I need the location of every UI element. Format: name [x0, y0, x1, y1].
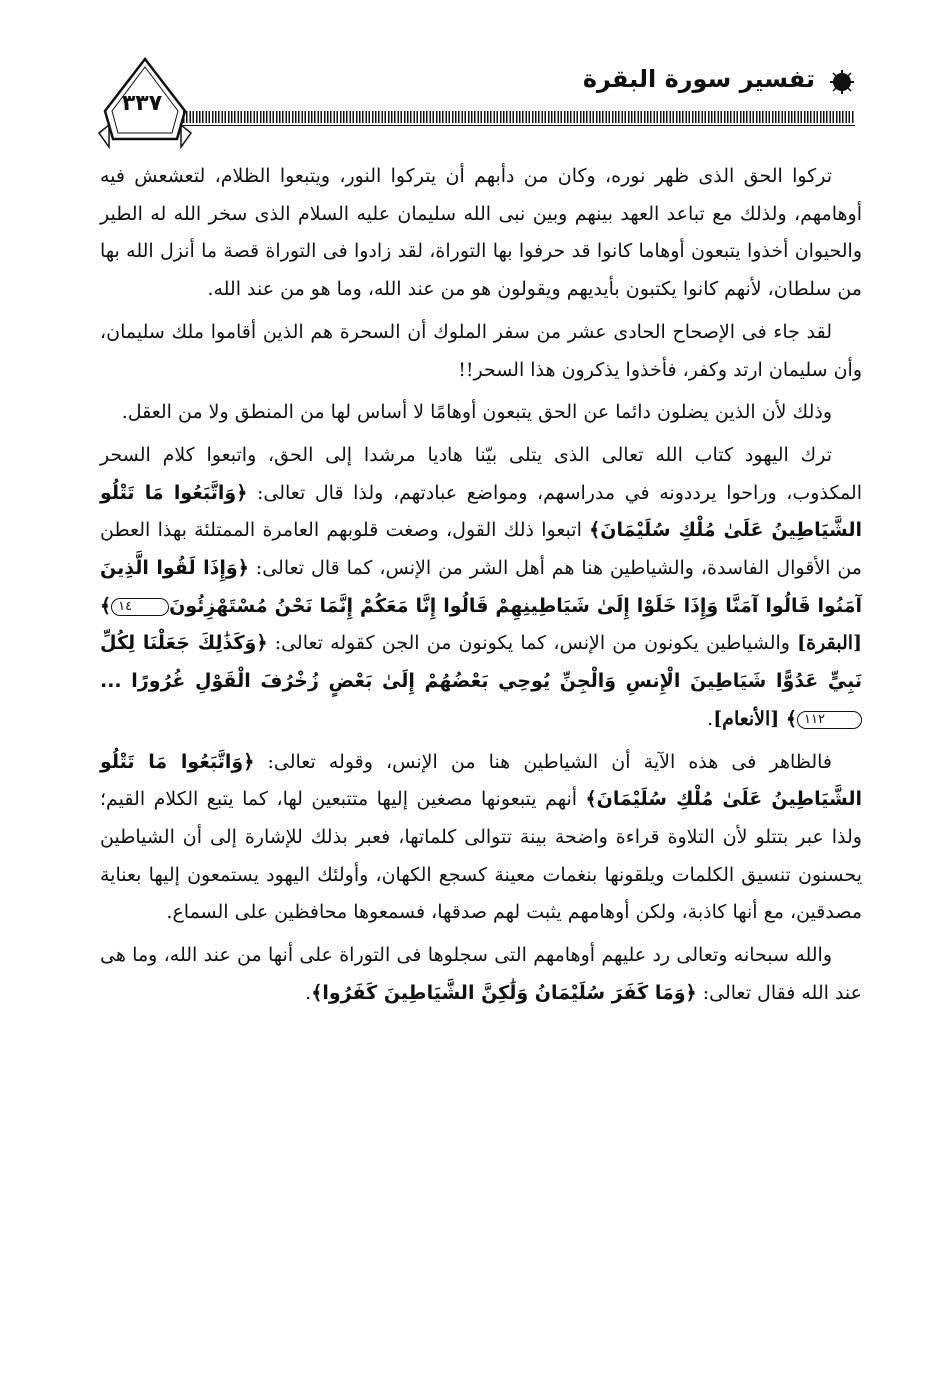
page-number-badge: [95, 55, 195, 150]
running-title: تفسير سورة البقرة: [582, 65, 815, 93]
body-text: [100, 158, 862, 1017]
text-run: أنهم يتبعونها مصغين إليها متتبعين لها، كما يتبع الكلام القيم؛ ولذا عبر بتتلو لأن التلاوة قراءة واضحة بينة تتوالى كلماتها، فعبر بذلك للإشارة إلى أن الشياطين يحسنون تنسيق الكلمات ويلقونها بنغمات معينة كسجع الكهان، وأولئك اليهود يستمعون إليها بعناية مصدقين، مع أنها كاذبة، ولكن أوهامهم يثبت لهم صدقها، فسمعوها محافظين على السماع.: [100, 788, 862, 924]
text-run: تركوا الحق الذى ظهر نوره، وكان من دأبهم أن يتركوا النور، ويتبعوا الظلام، لتعشعش فيه أوهامهم، ولذلك مع تباعد العهد بينهم وبين نبى الله سليمان عليه السلام الذى سخر الله له الطير والحيوان أخذوا يتبعون أوهاما كانوا قد حرفوا بها التوراة، لقد زادوا فى التوراة قصة ما أنزل الله بها من سلطان، لأنهم كانوا يكتبون بأيديهم ويقولون هو من عند الله، وما هو من عند الله.: [100, 165, 862, 301]
text-run: والشياطين يكونون من الإنس، كما يكونون من الجن كقوله تعالى:: [267, 632, 798, 655]
ayah-number: ١١٢: [797, 711, 862, 729]
header-rule: [183, 111, 855, 123]
page-number: ٣٣٧: [121, 91, 163, 116]
quran-verse: ﴿وَاتَّبَعُوا مَا تَتْلُو الشَّيَاطِينُ عَلَىٰ مُلْكِ سُلَيْمَانَ﴾: [100, 481, 862, 542]
paragraph: [100, 158, 862, 309]
paragraph: [100, 314, 862, 389]
paragraph: [100, 437, 862, 739]
text-run: لقد جاء فى الإصحاح الحادى عشر من سفر الملوك أن السحرة هم الذين أقاموا ملك سليمان، وأن سليمان ارتد وكفر، فأخذوا يذكرون هذا السحر!!: [100, 320, 862, 381]
quran-verse: ﴿وَاتَّبَعُوا مَا تَتْلُو الشَّيَاطِينُ عَلَىٰ مُلْكِ سُلَيْمَانَ﴾: [100, 750, 862, 811]
quran-verse: ﴿وَمَا كَفَرَ سُلَيْمَانُ وَلَٰكِنَّ الشَّيَاطِينَ كَفَرُوا﴾: [311, 981, 697, 1004]
surah-reference: [الأنعام]: [713, 707, 786, 730]
page-header: [95, 55, 855, 150]
text-run: .: [305, 981, 312, 1004]
text-run: وذلك لأن الذين يضلون دائما عن الحق يتبعون أوهامًا لا أساس لها من المنطق ولا من العقل.: [121, 401, 832, 424]
quran-verse: ﴿وَإِذَا لَقُوا الَّذِينَ آمَنُوا قَالُوا آمَنَّا وَإِذَا خَلَوْا إِلَىٰ شَيَاطِينِهِمْ قَالُوا إِنَّا مَعَكُمْ إِنَّمَا نَحْنُ مُسْتَهْزِئُونَ: [100, 557, 862, 617]
quran-verse: ﴾: [785, 707, 798, 730]
paragraph: [100, 744, 862, 933]
header-underline: [183, 125, 855, 126]
surah-reference: [البقرة]: [797, 632, 863, 655]
text-run: اتبعوا ذلك القول، وصغت قلوبهم العامرة الممتلئة بهذا العطن من الأقوال الفاسدة، والشياطين هنا هم أهل الشر من الإنس، كما قال تعالى:: [100, 519, 862, 580]
quran-verse: ﴿وَكَذَٰلِكَ جَعَلْنَا لِكُلِّ نَبِيٍّ عَدُوًّا شَيَاطِينَ الْإِنسِ وَالْجِنِّ يُوحِي بَعْضُهُمْ إِلَىٰ بَعْضٍ زُخْرُفَ الْقَوْلِ غُرُورًا ...: [100, 632, 862, 693]
text-run: .: [707, 707, 714, 730]
ayah-number: ١٤: [111, 598, 169, 616]
paragraph: [100, 937, 862, 1012]
text-run: ترك اليهود كتاب الله تعالى الذى يتلى بيّنا هاديا مرشدا إلى الحق، واتبعوا كلام السحر المكذوب، وراحوا يرددونه في مدراسهم، ومواضع عبادتهم، ولذا قال تعالى:: [100, 443, 862, 504]
paragraph: [100, 394, 862, 432]
ornament-icon: [829, 69, 855, 95]
text-run: والله سبحانه وتعالى رد عليهم أوهامهم التى سجلوها فى التوراة على أنها من عند الله، وما هى عند الله فقال تعالى:: [100, 944, 862, 1004]
text-run: فالظاهر فى هذه الآية أن الشياطين هنا من الإنس، وقوله تعالى:: [254, 750, 832, 773]
quran-verse: ﴾: [100, 594, 112, 617]
